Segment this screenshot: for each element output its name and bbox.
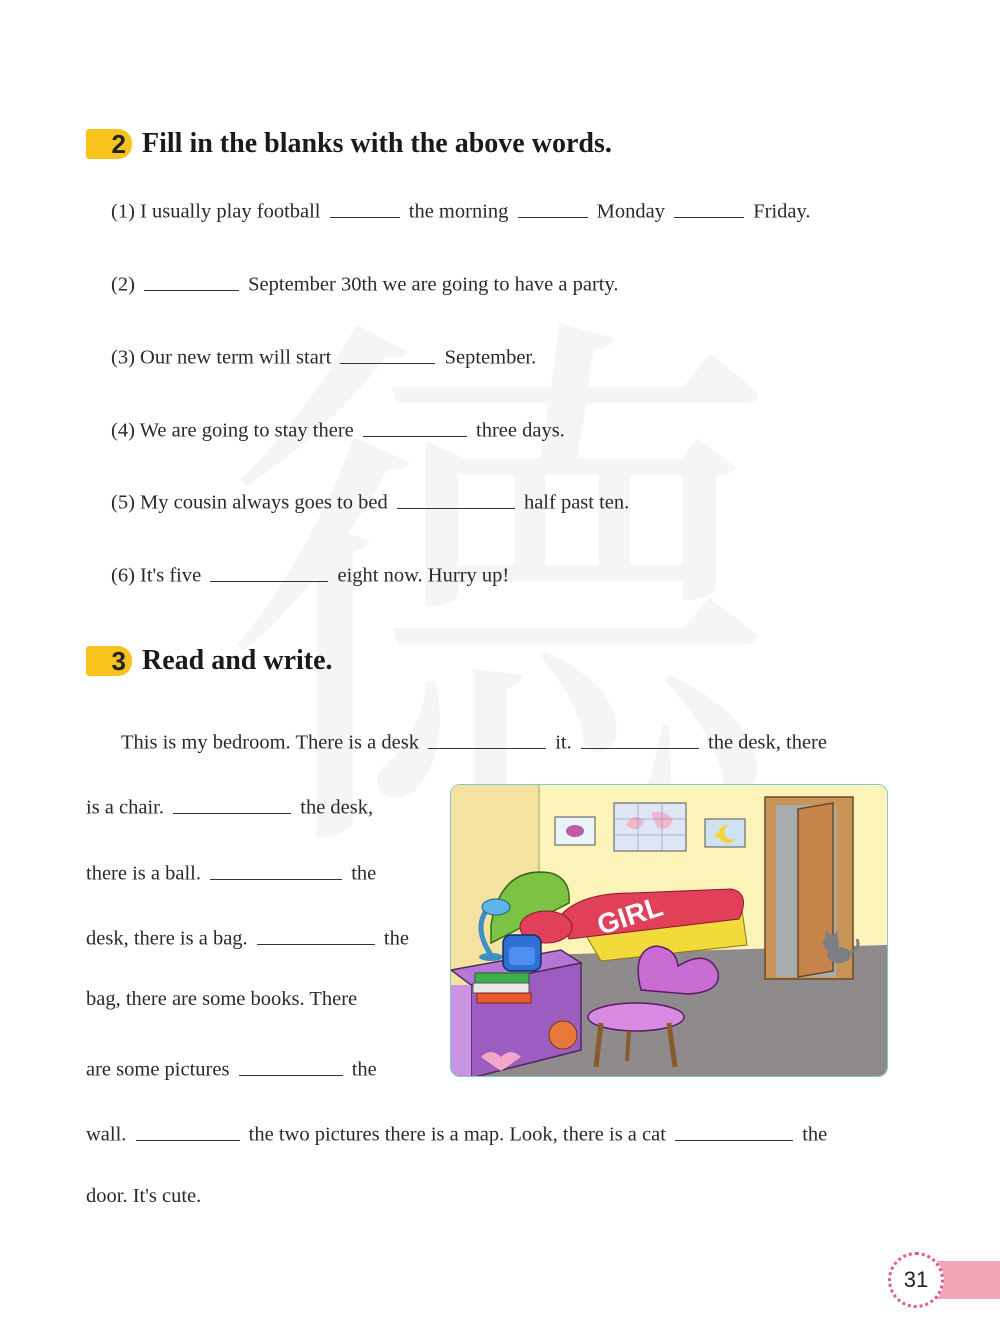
answer-blank[interactable]	[173, 792, 291, 814]
books	[473, 973, 531, 1003]
answer-blank[interactable]	[210, 858, 342, 880]
section-3-number: 3	[86, 646, 132, 676]
passage-line-3: there is a ball. the	[86, 858, 376, 886]
school-bag	[503, 935, 541, 971]
exercise-item-4: (4) We are going to stay there three days.	[111, 415, 565, 443]
section-2-number: 2	[86, 129, 132, 159]
answer-blank[interactable]	[136, 1119, 240, 1141]
section-2-header	[86, 128, 612, 160]
answer-blank[interactable]	[397, 487, 515, 509]
bedroom-scene	[451, 785, 888, 1077]
page-number: 31	[888, 1252, 944, 1308]
answer-blank[interactable]	[257, 923, 375, 945]
answer-blank[interactable]	[330, 196, 400, 218]
map-picture	[614, 803, 686, 851]
passage-line-7: wall. the two pictures there is a map. Look, there is a cat the	[86, 1119, 827, 1147]
answer-blank[interactable]	[581, 727, 699, 749]
answer-blank[interactable]	[210, 560, 328, 582]
answer-blank[interactable]	[340, 342, 435, 364]
answer-blank[interactable]	[428, 727, 546, 749]
passage-line-4: desk, there is a bag. the	[86, 923, 409, 951]
svg-text:★: ★	[713, 831, 722, 842]
page-number-badge	[888, 1252, 1000, 1308]
answer-blank[interactable]	[518, 196, 588, 218]
bird-picture	[555, 817, 595, 845]
passage-line-2: is a chair. the desk,	[86, 792, 373, 820]
passage-line-1: This is my bedroom. There is a desk it. the desk, there	[121, 727, 827, 755]
exercise-item-2: (2) September 30th we are going to have a party.	[111, 269, 619, 297]
passage-line-6: are some pictures the	[86, 1054, 377, 1082]
exercise-item-6: (6) It's five eight now. Hurry up!	[111, 560, 509, 588]
exercise-item-5: (5) My cousin always goes to bed half past ten.	[111, 487, 629, 515]
answer-blank[interactable]	[675, 1119, 793, 1141]
section-3-header	[86, 645, 333, 677]
section-2-title: Fill in the blanks with the above words.	[142, 128, 612, 159]
answer-blank[interactable]	[144, 269, 239, 291]
answer-blank[interactable]	[239, 1054, 343, 1076]
ball	[549, 1021, 577, 1049]
bedroom-illustration	[450, 784, 888, 1077]
section-3-title: Read and write.	[142, 645, 333, 676]
exercise-item-1: (1) I usually play football the morning Monday Friday.	[111, 196, 811, 224]
answer-blank[interactable]	[674, 196, 744, 218]
passage-line-5: bag, there are some books. There	[86, 988, 358, 1010]
passage-line-8: door. It's cute.	[86, 1185, 202, 1207]
exercise-item-3: (3) Our new term will start September.	[111, 342, 536, 370]
answer-blank[interactable]	[363, 415, 467, 437]
bedspread-label: GIRL	[593, 890, 667, 941]
moon-picture	[705, 819, 745, 847]
